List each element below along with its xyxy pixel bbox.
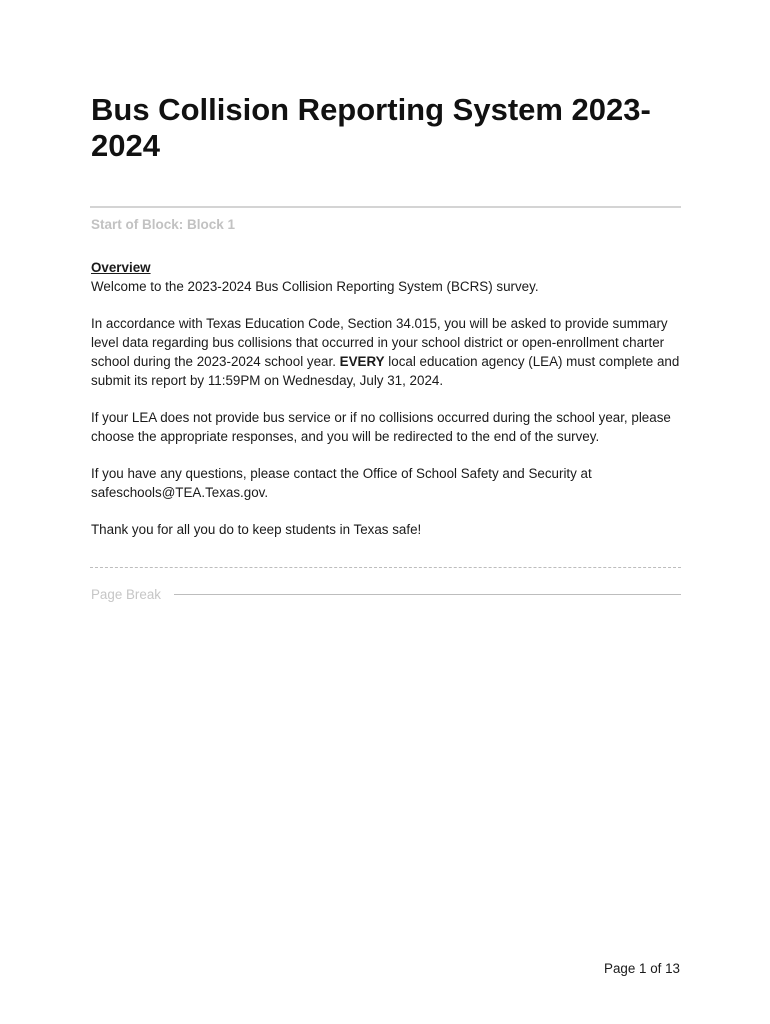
page-break-line bbox=[174, 594, 681, 595]
requirements-text-end: local education agency (LEA) must complete and submit its report by 11:59PM on Wednesday, July 31, 2024. bbox=[91, 354, 680, 388]
page-number: Page 1 of 13 bbox=[604, 961, 680, 976]
block-divider bbox=[90, 206, 681, 208]
no-service-paragraph: If your LEA does not provide bus service or if no collisions occurred during the school year, please choose the appropriate responses, and you will be redirected to the end of the survey. bbox=[91, 410, 671, 444]
page-break bbox=[91, 585, 681, 603]
thank-you-paragraph: Thank you for all you do to keep students in Texas safe! bbox=[91, 522, 422, 537]
overview-intro bbox=[91, 258, 681, 296]
requirements-paragraph bbox=[91, 314, 681, 390]
contact-paragraph: If you have any questions, please contact the Office of School Safety and Security at safeschools@TEA.Texas.gov. bbox=[91, 466, 592, 500]
block-start-label: Start of Block: Block 1 bbox=[91, 217, 236, 232]
overview-heading: Overview bbox=[91, 260, 151, 275]
block-end-divider bbox=[90, 567, 681, 568]
requirements-text-start: In accordance with Texas Education Code, Section 34.015, you will be asked to provide summary level data regarding bus collisions that occurred in your school district or open-enrollment charter school during the 2023-2024 school year. bbox=[91, 316, 668, 369]
welcome-text: Welcome to the 2023-2024 Bus Collision Reporting System (BCRS) survey. bbox=[91, 279, 539, 294]
requirements-emphasis: EVERY bbox=[339, 354, 385, 369]
page-title: Bus Collision Reporting System 2023-2024 bbox=[91, 92, 651, 163]
overview-section bbox=[91, 258, 681, 557]
page-break-label: Page Break bbox=[91, 586, 161, 602]
